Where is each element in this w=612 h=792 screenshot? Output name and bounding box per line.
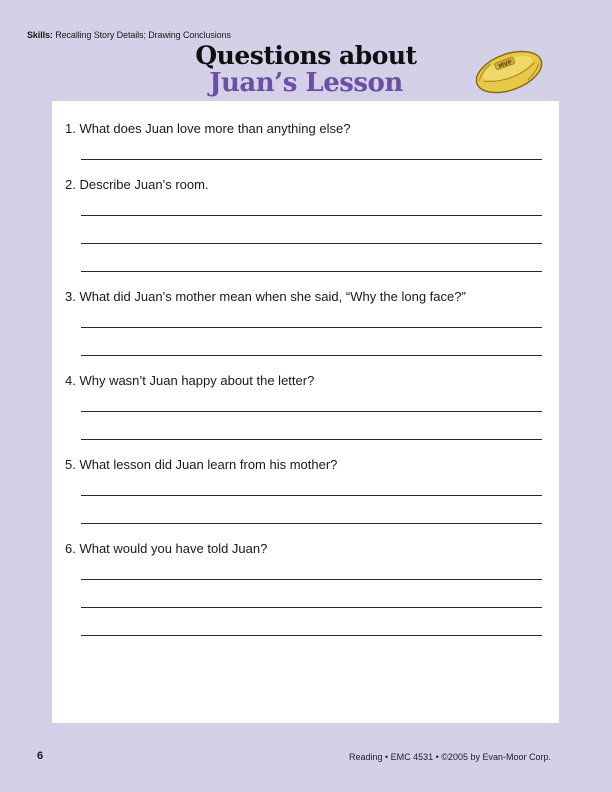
question-2: 2. Describe Juan’s room. [65, 177, 209, 192]
skills-line [27, 30, 231, 40]
answer-line [81, 523, 542, 524]
question-4: 4. Why wasn’t Juan happy about the letter? [65, 373, 315, 388]
skills-label: Skills: [27, 30, 53, 40]
answer-line [81, 579, 542, 580]
answer-line [81, 271, 542, 272]
question-3: 3. What did Juan’s mother mean when she said, “Why the long face?” [65, 289, 466, 304]
skills-text: Recalling Story Details; Drawing Conclusions [55, 30, 231, 40]
football-label: MVP [497, 59, 513, 70]
footer-credit: Reading • EMC 4531 • ©2005 by Evan-Moor Corp. [348, 752, 551, 762]
answer-line [81, 327, 542, 328]
question-1: 1. What does Juan love more than anything else? [65, 121, 351, 136]
question-5: 5. What lesson did Juan learn from his mother? [65, 457, 338, 472]
worksheet-panel [52, 101, 559, 723]
answer-line [81, 411, 542, 412]
answer-line [81, 635, 542, 636]
answer-line [81, 243, 542, 244]
answer-line [81, 439, 542, 440]
page-title-line-1: Questions about [195, 41, 417, 70]
football-icon [472, 44, 546, 100]
answer-line [81, 607, 542, 608]
answer-line [81, 355, 542, 356]
page-title-line-2: Juan’s Lesson [209, 68, 403, 98]
page-number: 6 [37, 750, 44, 762]
answer-line [81, 495, 542, 496]
question-6: 6. What would you have told Juan? [65, 541, 268, 556]
answer-line [81, 159, 542, 160]
answer-line [81, 215, 542, 216]
